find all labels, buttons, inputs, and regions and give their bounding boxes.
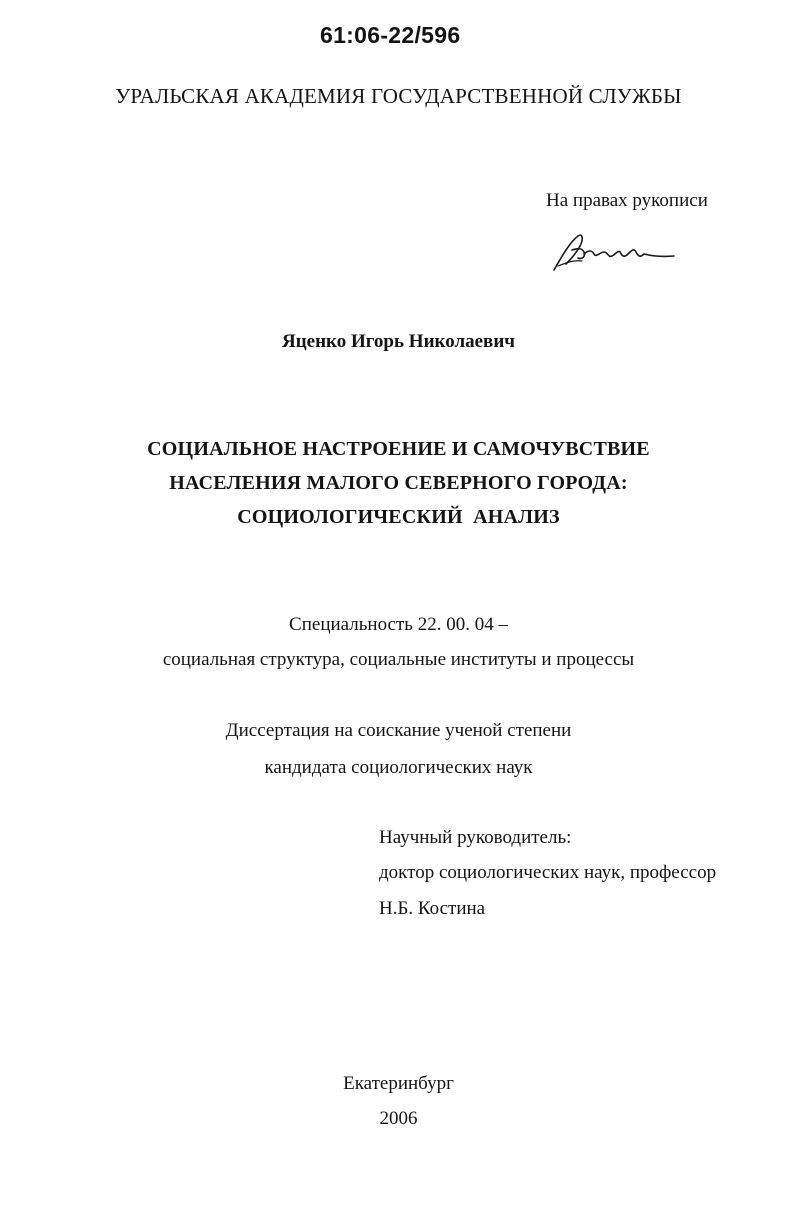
degree-line: кандидата социологических наук: [264, 757, 533, 778]
dissertation-title-line: СОЦИОЛОГИЧЕСКИЙ АНАЛИЗ: [237, 506, 560, 528]
institution-name: УРАЛЬСКАЯ АКАДЕМИЯ ГОСУДАРСТВЕННОЙ СЛУЖБЫ: [115, 84, 682, 108]
advisor-title: доктор социологических наук, профессор: [379, 862, 717, 883]
specialty-description: социальная структура, социальные институты и процессы: [162, 649, 635, 670]
advisor-name: Н.Б. Костина: [379, 898, 486, 919]
manuscript-note: На правах рукописи: [546, 190, 708, 211]
publication-year: 2006: [379, 1108, 418, 1129]
degree-line: Диссертация на соискание ученой степени: [225, 720, 572, 741]
author-name: Яценко Игорь Николаевич: [282, 331, 515, 352]
specialty-code: Специальность 22. 00. 04 –: [289, 614, 508, 635]
signature-image: [548, 226, 678, 274]
catalog-code: 61:06-22/596: [320, 22, 461, 48]
dissertation-title-line: СОЦИАЛЬНОЕ НАСТРОЕНИЕ И САМОЧУВСТВИЕ: [147, 438, 650, 460]
publication-place: Екатеринбург: [343, 1073, 454, 1094]
advisor-label: Научный руководитель:: [379, 827, 572, 848]
dissertation-title-line: НАСЕЛЕНИЯ МАЛОГО СЕВЕРНОГО ГОРОДА:: [169, 472, 628, 494]
